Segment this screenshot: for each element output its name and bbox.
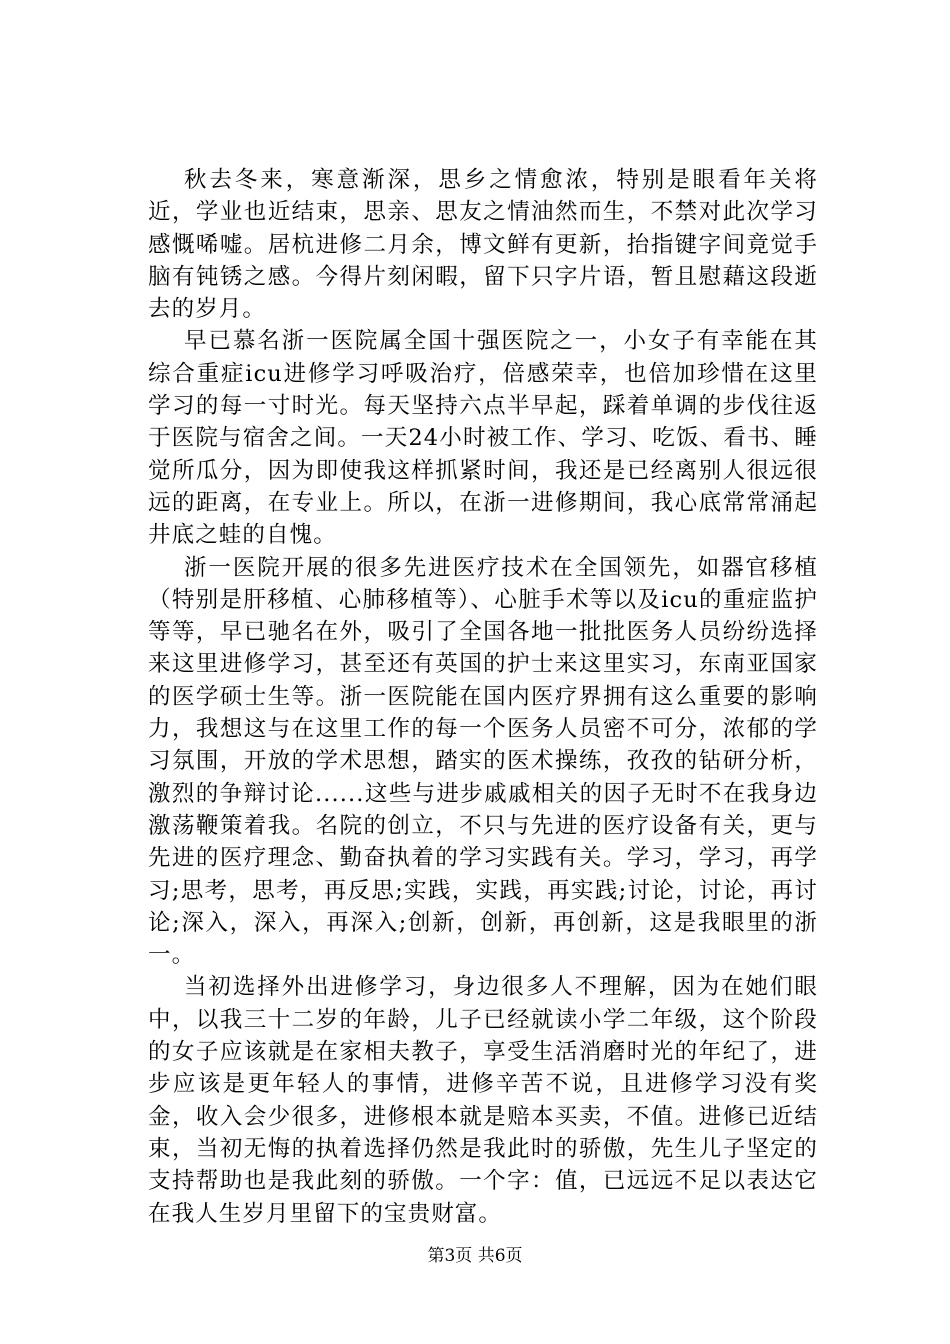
- page-number-footer: 第3页 共6页: [427, 1246, 523, 1266]
- paragraph-4: 当初选择外出进修学习，身边很多人不理解，因为在她们眼中，以我三十二岁的年龄，儿子已经就读小学二年级，这个阶段的女子应该就是在家相夫教子，享受生活消磨时光的年纪了，进步应该是更年轻人的事情，进修辛苦不说，且进修学习没有奖金，收入会少很多，进修根本就是赔本买卖，不值。进修已近结束，当初无悔的执着选择仍然是我此时的骄傲，先生儿子坚定的支持帮助也是我此刻的骄傲。一个字：值，已远远不足以表达它在我人生岁月里留下的宝贵财富。: [148, 974, 818, 1227]
- document-body: [148, 164, 818, 1230]
- paragraph-1: 秋去冬来，寒意渐深，思乡之情愈浓，特别是眼看年关将近，学业也近结束，思亲、思友之情油然而生，不禁对此次学习感慨唏嘘。居杭进修二月余，博文鲜有更新，抬指键字间竟觉手脑有钝锈之感。今得片刻闲暇，留下只字片语，暂且慰藉这段逝去的岁月。: [148, 167, 818, 323]
- paragraph-2: 早已慕名浙一医院属全国十强医院之一，小女子有幸能在其综合重症icu进修学习呼吸治疗，倍感荣幸，也倍加珍惜在这里学习的每一寸时光。每天坚持六点半早起，踩着单调的步伐往返于医院与宿舍之间。一天24小时被工作、学习、吃饭、看书、睡觉所瓜分，因为即使我这样抓紧时间，我还是已经离别人很远很远的距离，在专业上。所以，在浙一进修期间，我心底常常涌起井底之蛙的自愧。: [148, 328, 818, 549]
- paragraph-3: 浙一医院开展的很多先进医疗技术在全国领先，如器官移植（特别是肝移植、心肺移植等）、心脏手术等以及icu的重症监护等等，早已驰名在外，吸引了全国各地一批批医务人员纷纷选择来这里进修学习，甚至还有英国的护士来这里实习，东南亚国家的医学硕士生等。浙一医院能在国内医疗界拥有这么重要的影响力，我想这与在这里工作的每一个医务人员密不可分，浓郁的学习氛围，开放的学术思想，踏实的医术操练，孜孜的钻研分析，激烈的争辩讨论......这些与进步戚戚相关的因子无时不在我身边激荡鞭策着我。名院的创立，不只与先进的医疗设备有关，更与先进的医疗理念、勤奋执着的学习实践有关。学习，学习，再学习;思考，思考，再反思;实践，实践，再实践;讨论，讨论，再讨论;深入，深入，再深入;创新，创新，再创新，这是我眼里的浙一。: [148, 554, 818, 969]
